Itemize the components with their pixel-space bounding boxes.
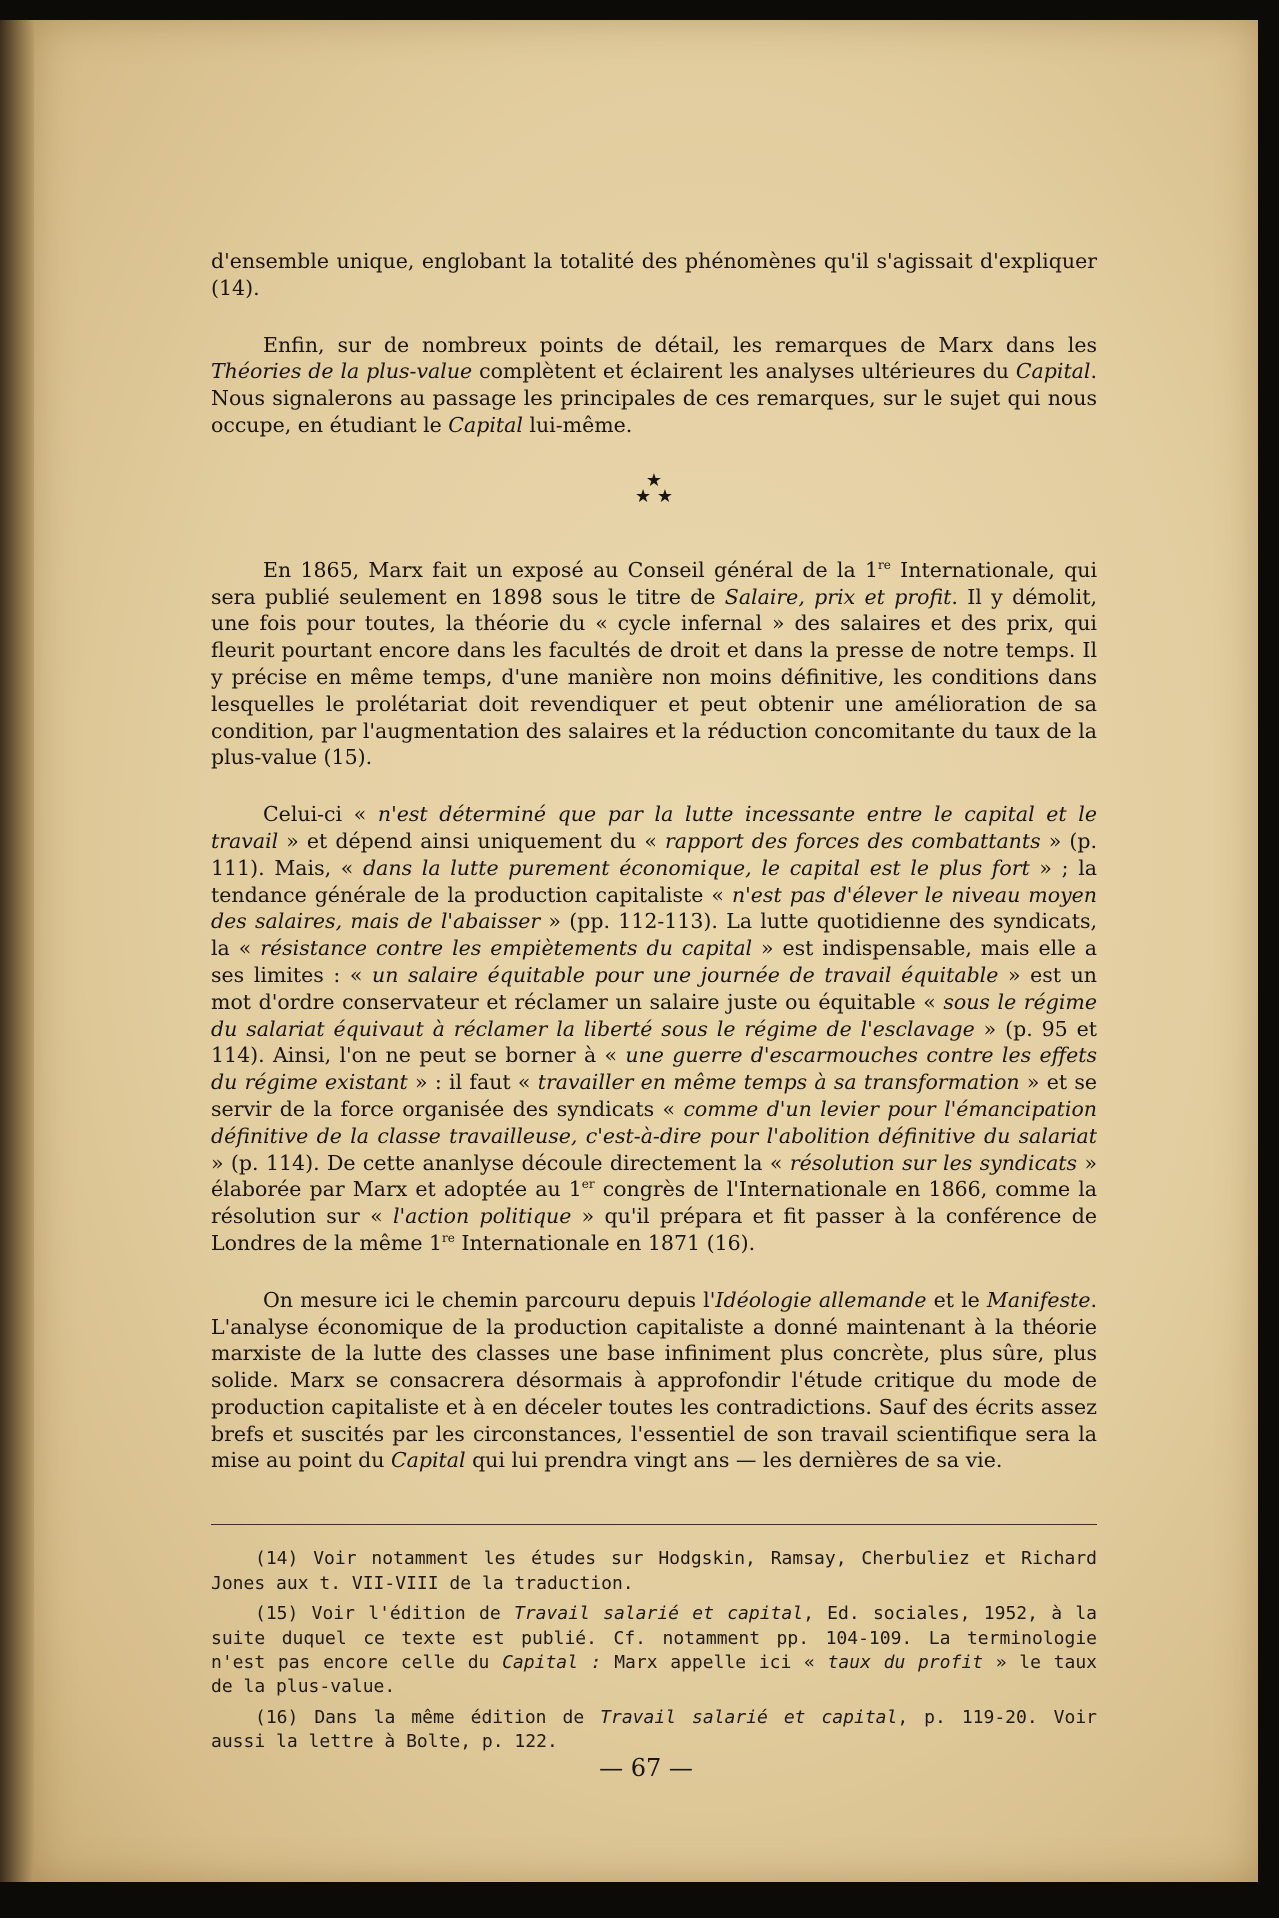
footnote-15: (15) Voir l'édition de Travail salarié et capital, Ed. sociales, 1952, à la suite duquel ce texte est publié. Cf. notamment pp. 104-109. La terminologie n'est pas encore celle du Capital : Marx appelle ici « taux du profit » le taux de la plus-value. (211, 1603, 1098, 1698)
section-separator (211, 469, 1097, 507)
paragraph-1865: En 1865, Marx fait un exposé au Conseil général de la 1re Internationale, qui sera publié seulement en 1898 sous le titre de Salaire, prix et profit. Il y démolit, une fois pour toutes, la théorie du « cycle infernal » des salaires et des prix, qui fleurit pourtant encore dans les facultés de droit et dans la presse de notre temps. Il y précise en même temps, d'une manière non moins définitive, les conditions dans lesquelles le prolétariat doit revendiquer et peut obtenir une amélioration de sa condition, par l'augmentation des salaires et la réduction concomitante du taux de la plus-value (15). (211, 557, 1098, 770)
paragraph-on-mesure: On mesure ici le chemin parcouru depuis l'Idéologie allemande et le Manifeste. L'analyse économique de la production capitaliste a donné maintenant à la théorie marxiste de la lutte des classes une base infiniment plus concrète, plus sûre, plus solide. Marx se consacrera désormais à approfondir l'étude critique du mode de production capitaliste et à en déceler toutes les contradictions. Sauf des écrits assez brefs et suscités par les circonstances, l'essentiel de son travail scientifique sera la mise au point du Capital qui lui prendra vingt ans — les dernières de sa vie. (211, 1287, 1097, 1473)
book-spine (0, 20, 34, 1882)
paragraph-opening: d'ensemble unique, englobant la totalité des phénomènes qu'il s'agissait d'expliquer (14). (211, 249, 1097, 300)
page-number: — 67 — (599, 1754, 693, 1782)
paragraph-enfin: Enfin, sur de nombreux points de détail, les remarques de Marx dans les Théories de la plus-value complètent et éclairent les analyses ultérieures du Capital. Nous signalerons au passage les principales de ces remarques, sur le sujet qui nous occupe, en étudiant le Capital lui-même. (211, 332, 1097, 437)
page-body (211, 248, 1097, 1755)
paragraph-celui-ci: Celui-ci « n'est déterminé que par la lutte incessante entre le capital et le travail » et dépend ainsi uniquement du « rapport des forces des combattants » (p. 111). Mais, « dans la lutte purement économique, le capital est le plus fort » ; la tendance générale de la production capitaliste « n'est pas d'élever le niveau moyen des salaires, mais de l'abaisser » (pp. 112-113). La lutte quotidienne des syndicats, la « résistance contre les empiètements du capital » est indispensable, mais elle a ses limites : « un salaire équitable pour une journée de travail équitable » est un mot d'ordre conservateur et réclamer un salaire juste ou équitable « sous le régime du salariat équivaut à réclamer la liberté sous le régime de l'esclavage » (p. 95 et 114). Ainsi, l'on ne peut se borner à « une guerre d'escarmouches contre les effets du régime existant » : il faut « travailler en même temps à sa transformation » et se servir de la force organisée des syndicats « comme d'un levier pour l'émancipation définitive de la classe travailleuse, c'est-à-dire pour l'abolition définitive du salariat » (p. 114). De cette ananlyse découle directement la « résolution sur les syndicats » élaborée par Marx et adoptée au 1er congrès de l'Internationale en 1866, comme la résolution sur « l'action politique » qu'il prépara et fit passer à la conférence de Londres de la même 1re Internationale en 1871 (16). (211, 802, 1098, 1255)
separator-star-top: ★ (645, 469, 663, 491)
footnote-14: (14) Voir notamment les études sur Hodgskin, Ramsay, Cherbuliez et Richard Jones aux t. VII-VIII de la traduction. (211, 1548, 1097, 1594)
separator-stars-bottom: ★ ★ (635, 485, 673, 507)
footnote-rule (211, 1524, 1097, 1525)
footnote-16: (16) Dans la même édition de Travail salarié et capital, p. 119-20. Voir aussi la lettre à Bolte, p. 122. (211, 1706, 1098, 1753)
book-page (34, 20, 1258, 1882)
footnotes (211, 1547, 1097, 1754)
